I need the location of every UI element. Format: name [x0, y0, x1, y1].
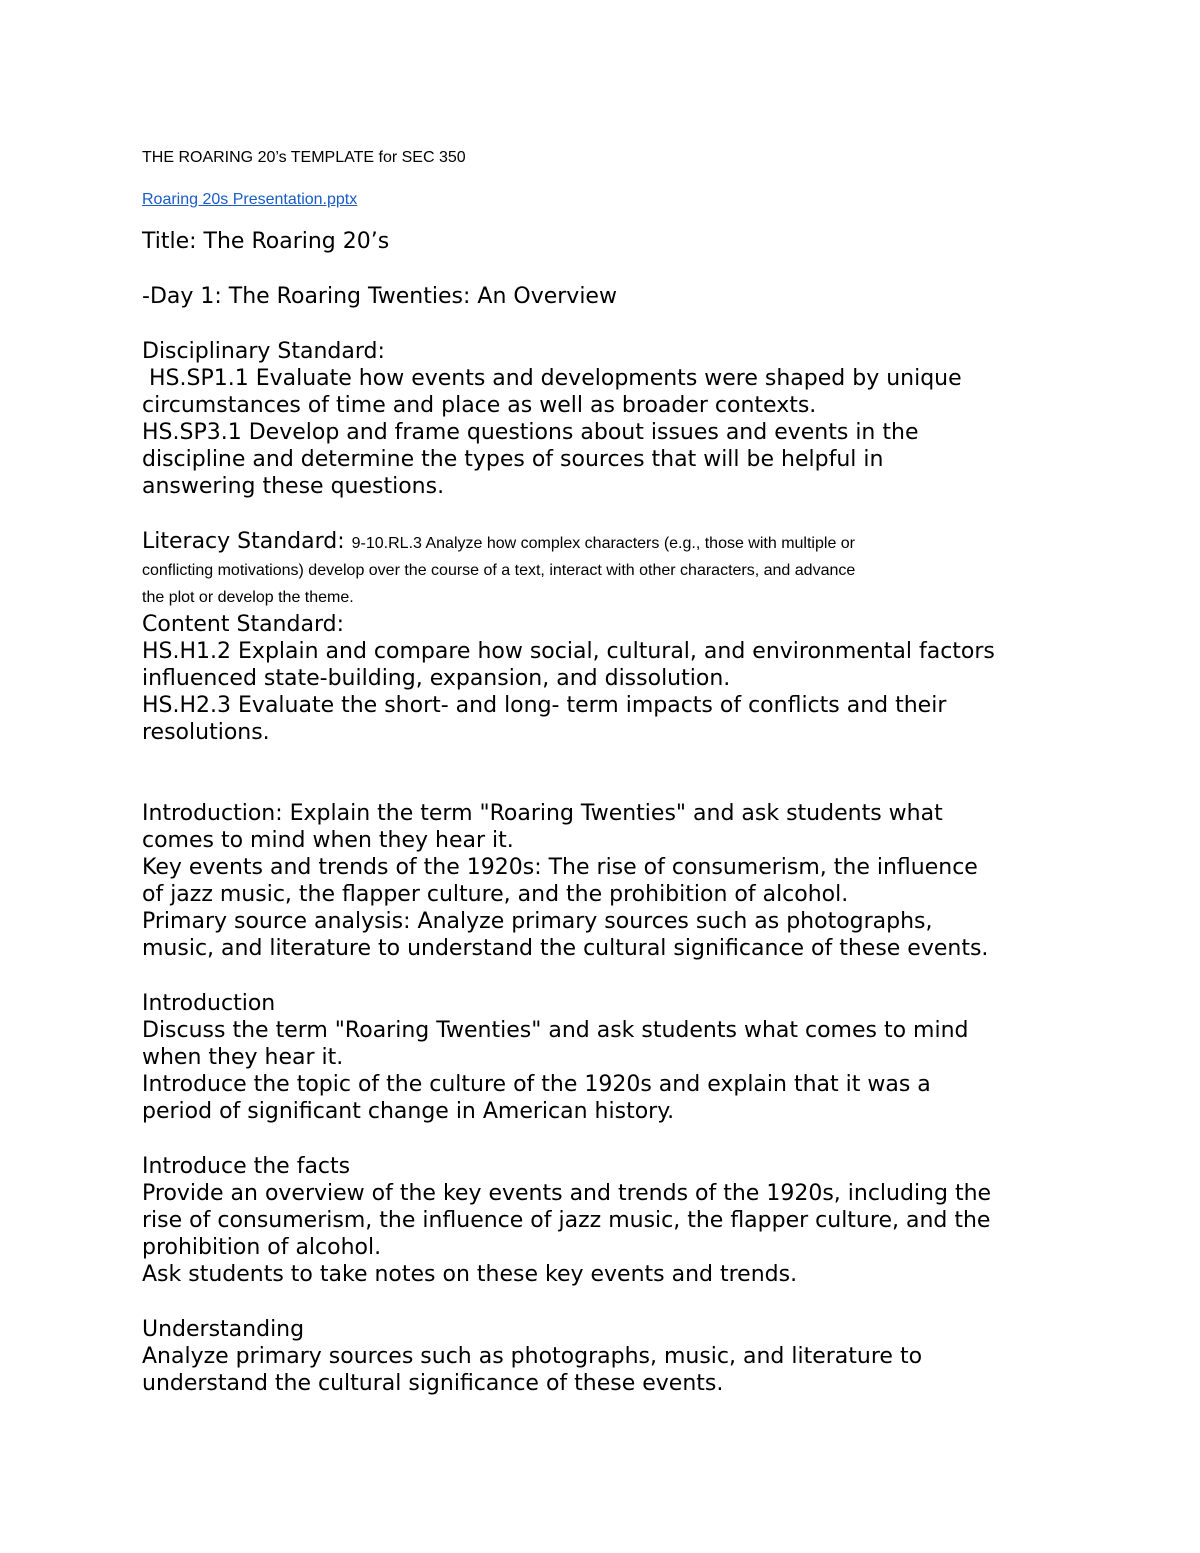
summary-line: Primary source analysis: Analyze primary sources such as photographs,: [142, 909, 933, 934]
summary-line: comes to mind when they hear it.: [142, 828, 514, 853]
disciplinary-line: HS.SP3.1 Develop and frame questions about issues and events in the: [142, 420, 919, 445]
literacy-standard-section: [142, 528, 1062, 611]
attachment-link[interactable]: [142, 186, 1062, 213]
disciplinary-standard-section: [142, 338, 1062, 500]
facts-line: rise of consumerism, the influence of jazz music, the flapper culture, and the: [142, 1208, 991, 1233]
introduction-line: Introduce the topic of the culture of the 1920s and explain that it was a: [142, 1072, 931, 1097]
summary-section: [142, 800, 1062, 962]
understanding-section: [142, 1316, 1062, 1397]
facts-line: Ask students to take notes on these key events and trends.: [142, 1262, 798, 1287]
summary-line: music, and literature to understand the cultural significance of these events.: [142, 936, 989, 961]
introduction-section: [142, 990, 1062, 1125]
literacy-first-line: [142, 528, 1062, 557]
summary-line: Introduction: Explain the term "Roaring Twenties" and ask students what: [142, 801, 943, 826]
literacy-line: conflicting motivations) develop over the course of a text, interact with other characters, and advance: [142, 562, 856, 579]
disciplinary-line: HS.SP1.1 Evaluate how events and developments were shaped by unique: [142, 366, 962, 391]
introduction-line: Discuss the term "Roaring Twenties" and ask students what comes to mind: [142, 1018, 969, 1043]
content-line: HS.H1.2 Explain and compare how social, cultural, and environmental factors: [142, 639, 995, 664]
presentation-link[interactable]: Roaring 20s Presentation.pptx: [142, 191, 358, 208]
literacy-line: the plot or develop the theme.: [142, 589, 354, 606]
facts-line: prohibition of alcohol.: [142, 1235, 382, 1260]
lesson-title: Title: The Roaring 20’s: [142, 229, 390, 254]
content-line: influenced state-building, expansion, and dissolution.: [142, 666, 731, 691]
introduction-line: when they hear it.: [142, 1045, 344, 1070]
disciplinary-line: circumstances of time and place as well as broader contexts.: [142, 393, 817, 418]
introduction-heading: Introduction: [142, 991, 276, 1016]
understanding-line: Analyze primary sources such as photographs, music, and literature to: [142, 1344, 923, 1369]
facts-heading: Introduce the facts: [142, 1154, 351, 1179]
content-line: resolutions.: [142, 720, 270, 745]
content-line: HS.H2.3 Evaluate the short- and long- term impacts of conflicts and their: [142, 693, 947, 718]
understanding-heading: Understanding: [142, 1317, 305, 1342]
day-heading: -Day 1: The Roaring Twenties: An Overview: [142, 284, 617, 309]
facts-line: Provide an overview of the key events and trends of the 1920s, including the: [142, 1181, 992, 1206]
disciplinary-line: answering these questions.: [142, 474, 445, 499]
introduction-line: period of significant change in American history.: [142, 1099, 675, 1124]
literacy-text: 9-10.RL.3 Analyze how complex characters (e.g., those with multiple or: [351, 535, 856, 552]
document-page: [142, 144, 1062, 1397]
understanding-line: understand the cultural significance of these events.: [142, 1371, 724, 1396]
content-standard-section: [142, 611, 1062, 746]
facts-section: [142, 1153, 1062, 1288]
disciplinary-heading: Disciplinary Standard:: [142, 339, 385, 364]
content-heading: Content Standard:: [142, 612, 344, 637]
template-title: THE ROARING 20’s TEMPLATE for SEC 350: [142, 149, 466, 166]
disciplinary-line: discipline and determine the types of sources that will be helpful in: [142, 447, 884, 472]
summary-line: Key events and trends of the 1920s: The rise of consumerism, the influence: [142, 855, 978, 880]
literacy-heading: Literacy Standard:: [142, 529, 352, 554]
summary-line: of jazz music, the flapper culture, and the prohibition of alcohol.: [142, 882, 849, 907]
